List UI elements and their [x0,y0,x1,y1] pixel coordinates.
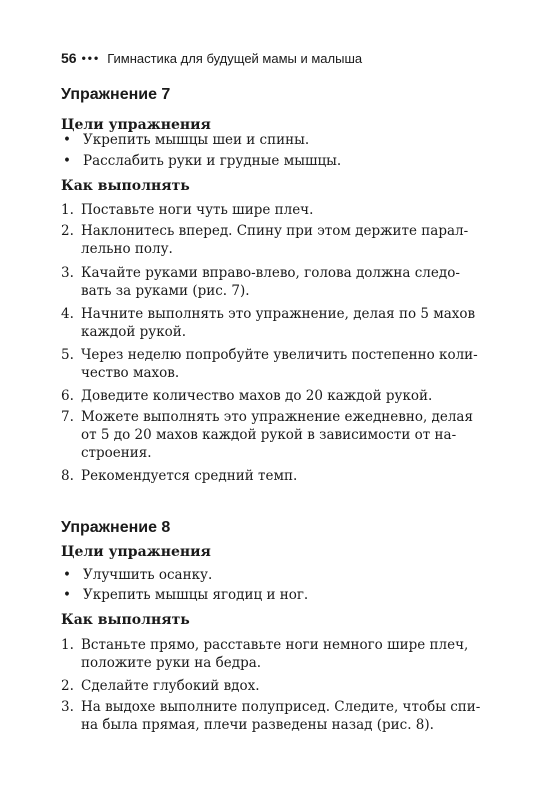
step-number: 4. [61,306,74,322]
exercise-8-title: Упражнение 8 [61,519,171,536]
header-dots: ••• [81,51,101,65]
step-text: Наклонитесь вперед. Спину при этом держите парал- [81,223,469,239]
exercise-8-howto-heading: Как выполнять [61,612,190,628]
step-number: 5. [61,347,74,363]
exercise-8-step-continuation: положите руки на бедра. [81,655,262,671]
exercise-8-goal-item [61,566,212,584]
bullet-icon: • [63,132,71,148]
goal-text: Укрепить мышцы шеи и спины. [83,132,310,148]
step-text: Можете выполнять это упражнение ежедневно, делая [81,409,473,425]
exercise-7-step-continuation: строения. [81,445,152,461]
exercise-7-step [61,305,475,323]
exercise-7-step [61,222,468,240]
step-text: Доведите количество махов до 20 каждой рукой. [81,388,433,404]
step-text: Начните выполнять это упражнение, делая по 5 махов [81,306,476,322]
exercise-7-howto-heading: Как выполнять [61,178,190,194]
exercise-7-step-continuation: от 5 до 20 махов каждой рукой в зависимости от на- [81,427,457,443]
exercise-7-step-continuation: чество махов. [81,365,180,381]
exercise-7-step [61,346,478,364]
exercise-8-step [61,636,468,654]
exercise-8-goal-item [61,586,308,604]
exercise-7-step [61,201,313,219]
step-text: Сделайте глубокий вдох. [81,678,260,694]
step-number: 2. [61,678,74,694]
step-number: 7. [61,409,74,425]
goal-text: Укрепить мышцы ягодиц и ног. [83,587,309,603]
exercise-8-step [61,698,480,716]
exercise-7-step-continuation: каждой рукой. [81,324,187,340]
running-head [61,50,362,66]
exercise-7-step-continuation: вать за руками (рис. 7). [81,283,250,299]
step-number: 3. [61,265,74,281]
goal-text: Расслабить руки и грудные мышцы. [83,153,342,169]
exercise-7-goal-item [61,152,341,170]
step-number: 1. [61,202,74,218]
step-number: 6. [61,388,74,404]
goal-text: Улучшить осанку. [83,567,213,583]
exercise-7-step [61,387,432,405]
step-number: 8. [61,468,74,484]
exercise-8-goals-heading: Цели упражнения [61,544,211,560]
exercise-8-step [61,677,260,695]
bullet-icon: • [63,153,71,169]
page-number: 56 [61,50,77,66]
step-text: Через неделю попробуйте увеличить постепенно коли- [81,347,478,363]
exercise-7-step-continuation: лельно полу. [81,241,173,257]
exercise-7-title: Упражнение 7 [61,86,171,103]
exercise-7-step [61,408,473,426]
exercise-8-step-continuation: на была прямая, плечи разведены назад (рис. 8). [81,717,434,733]
exercise-7-goal-item [61,131,309,149]
exercise-7-step [61,264,460,282]
step-text: Встаньте прямо, расставьте ноги немного шире плеч, [81,637,469,653]
step-text: Качайте руками вправо-влево, голова должна следо- [81,265,460,281]
step-text: На выдохе выполните полуприсед. Следите, чтобы спи- [81,699,481,715]
bullet-icon: • [63,567,71,583]
step-text: Рекомендуется средний темп. [81,468,298,484]
step-text: Поставьте ноги чуть шире плеч. [81,202,314,218]
book-title: Гимнастика для будущей мамы и малыша [107,50,363,66]
step-number: 1. [61,637,74,653]
step-number: 2. [61,223,74,239]
exercise-7-step [61,467,297,485]
exercise-7-goals-heading: Цели упражнения [61,117,211,133]
step-number: 3. [61,699,74,715]
bullet-icon: • [63,587,71,603]
